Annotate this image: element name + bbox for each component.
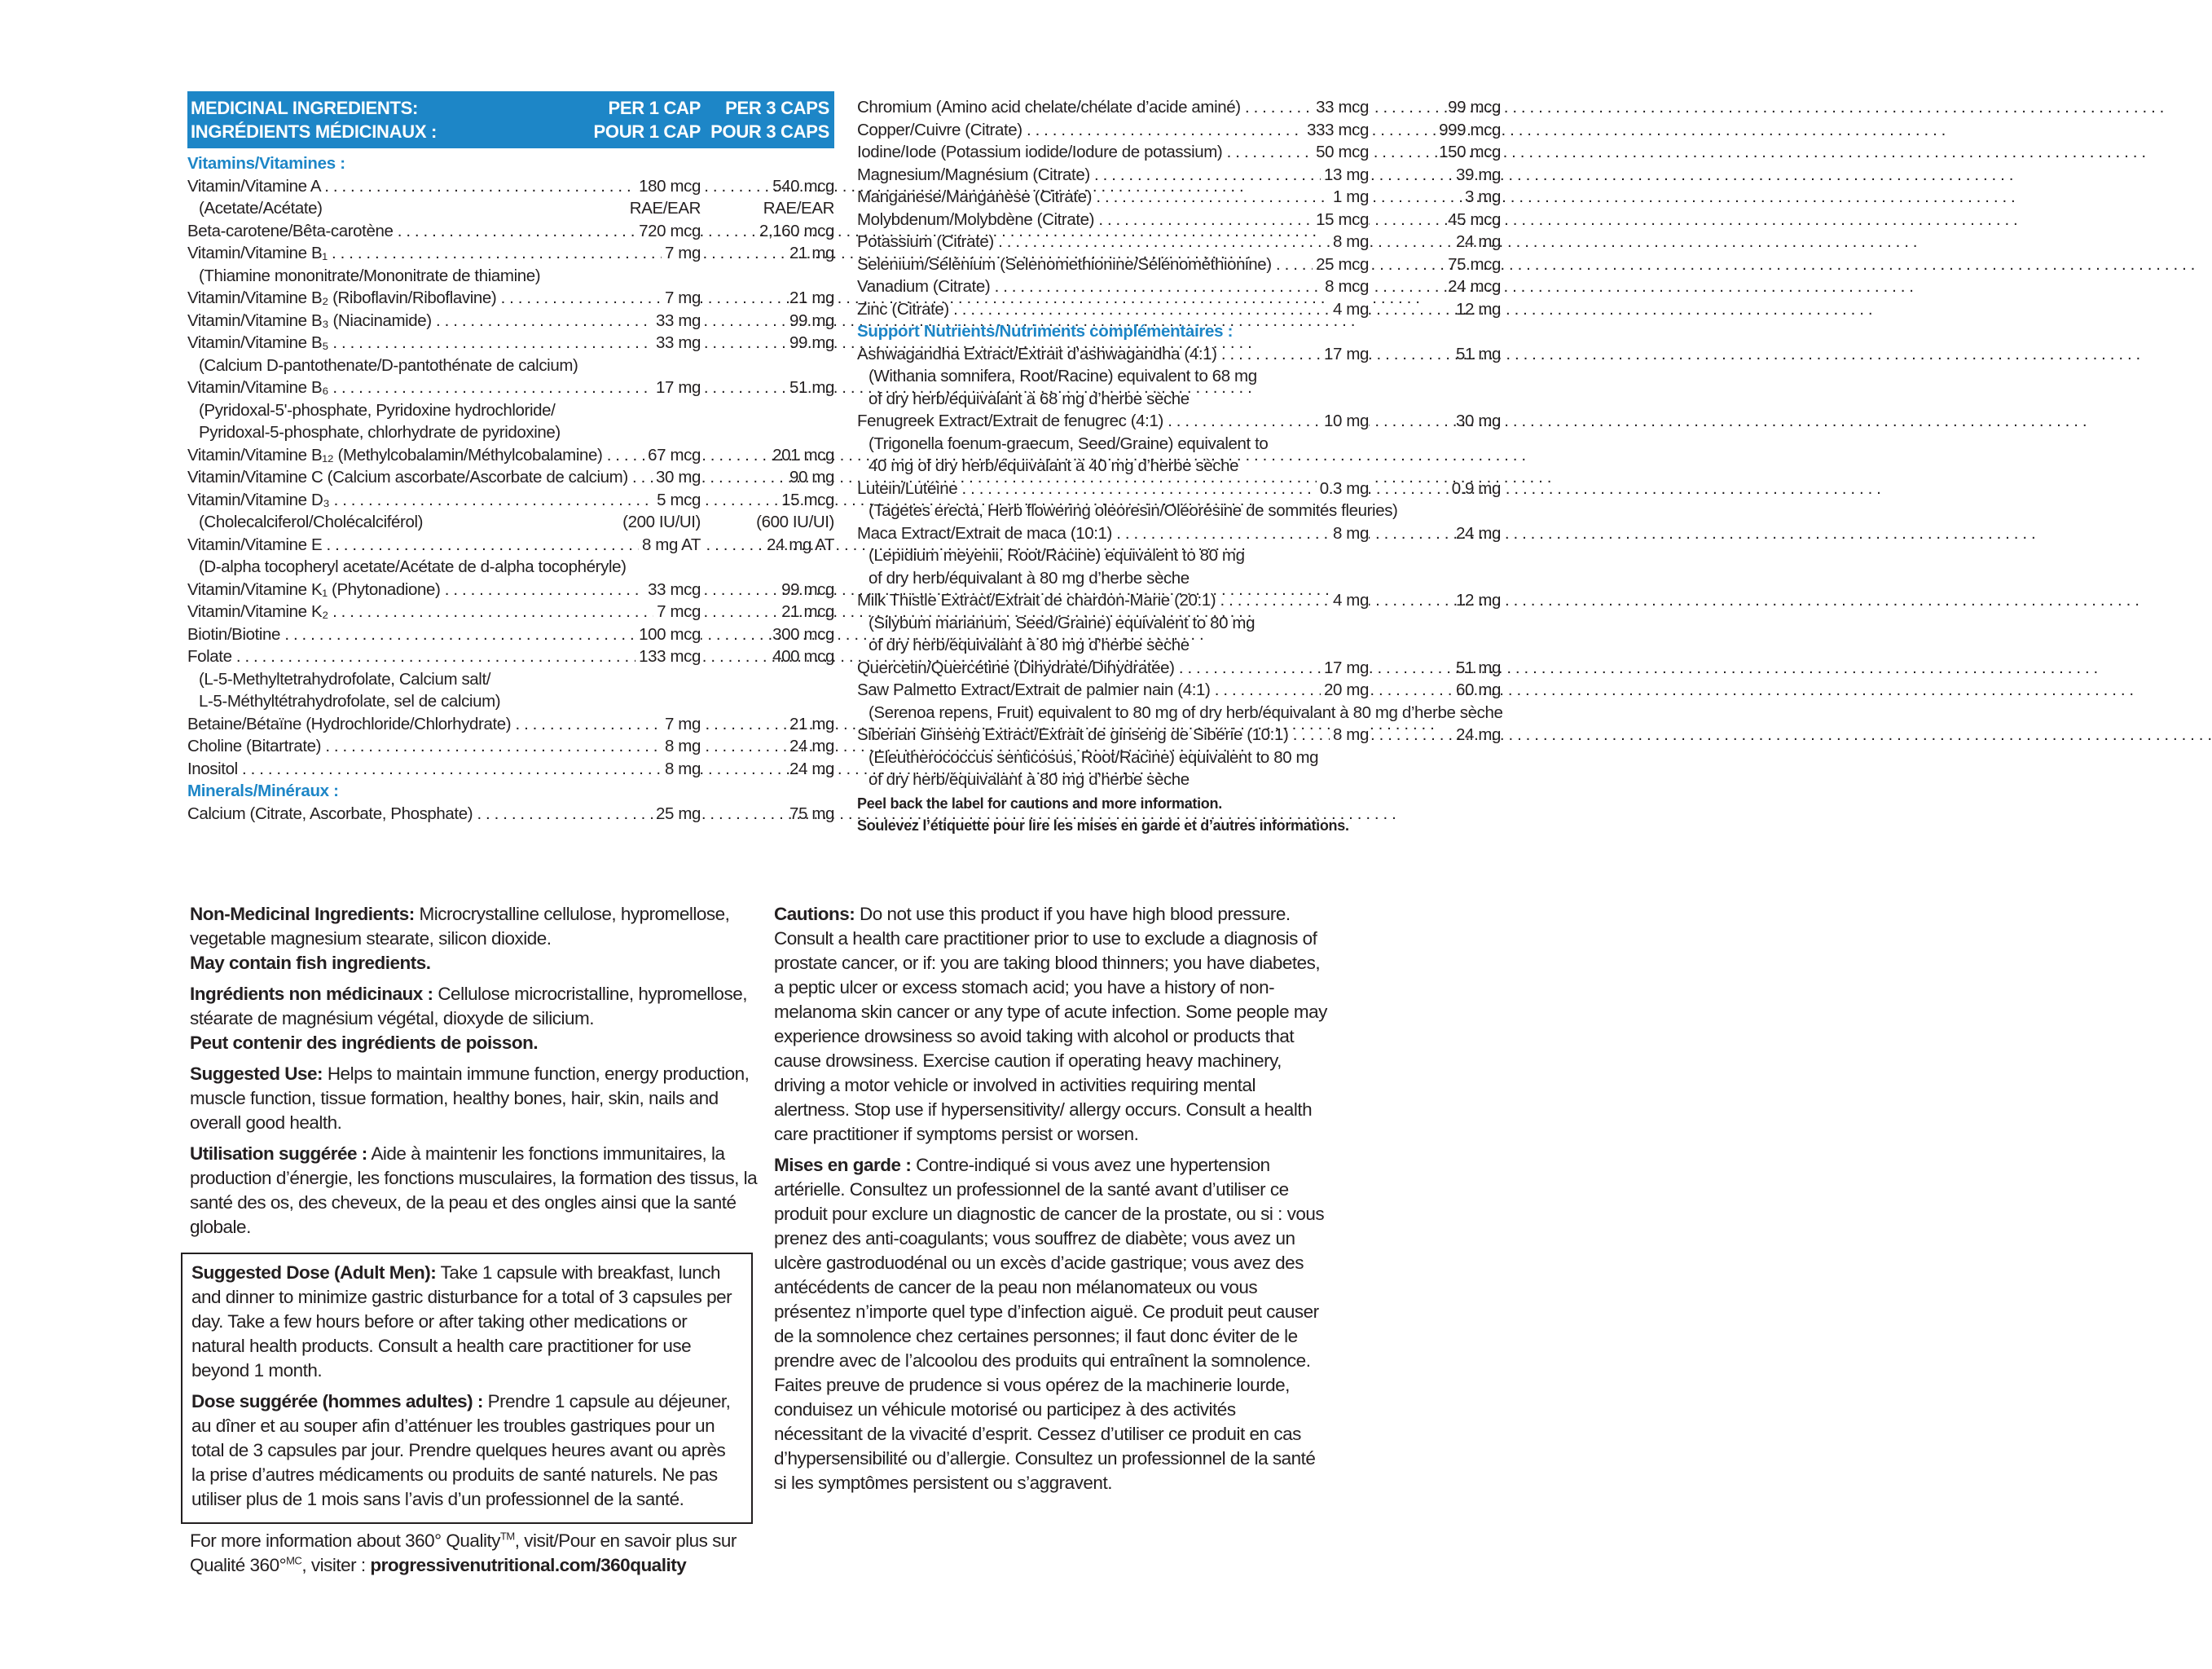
ingredient-name: Copper/Cuivre (Citrate) . . .: [857, 119, 1369, 142]
ingredient-detail: (Acetate/Acétate): [199, 199, 323, 218]
ingredient-row: [187, 377, 834, 399]
util-body: Aide à maintenir les fonctions immunitaires, la production d’énergie, les fonctions musculaires, la formation des tissus, la santé des os, des cheveux, de la peau et des ongles ainsi que la santé globale.: [190, 1143, 758, 1237]
ingredient-row: [857, 388, 1501, 411]
ingredient-row: [187, 735, 834, 758]
ingredient-row: [187, 758, 834, 781]
ingredient-detail: 40 mg of dry herb/équivalant à 40 mg d’herbe sèche: [869, 456, 1239, 475]
ingredient-row: [187, 579, 834, 601]
peel-back-notice: [857, 793, 1501, 837]
header-col2-fr: POUR 3 CAPS: [710, 121, 829, 142]
ingredient-name: Vitamin/Vitamine C (Calcium ascorbate/Ascorbate de calcium) . . .: [187, 466, 701, 489]
ingredient-name: Choline (Bitartrate) . . .: [187, 735, 701, 758]
peel-notice-en: Peel back the label for cautions and more information.: [857, 795, 1222, 812]
marque-mark: MC: [286, 1554, 302, 1567]
ingredient-row: [187, 242, 834, 265]
amount-per-3-caps: 15 mcg: [781, 490, 834, 509]
ingredient-row: [857, 433, 1501, 456]
ingredient-row: [857, 231, 1501, 253]
header-col2-en: PER 3 CAPS: [725, 98, 829, 118]
header-ingredients: [191, 96, 437, 143]
ingredient-name: Vitamin/Vitamine A . . .: [187, 175, 701, 198]
ingredient-row: [187, 668, 834, 691]
ingredient-name: Zinc (Citrate) . . .: [857, 298, 1369, 321]
dose-fr-label: Dose suggérée (hommes adultes) :: [191, 1391, 483, 1411]
amount-per-1-cap: 8 mg: [662, 758, 701, 781]
ingredient-row: [187, 713, 834, 736]
ingredient-name: Biotin/Biotine . . .: [187, 623, 701, 646]
ingredients-table-right: [857, 96, 1501, 837]
ingredient-name: Chromium (Amino acid chelate/chélate d’acide aminé) . . .: [857, 96, 1369, 119]
vitamins-heading: Vitamins/Vitamines :: [187, 154, 345, 173]
amount-per-1-cap: 133 mcg: [635, 645, 701, 668]
mises-body: Contre-indiqué si vous avez une hypertension artérielle. Consultez un professionnel de la santé avant d’utiliser ce produit pour exclure un diagnostic de cancer de la prostate, ou si : vous prenez des anti-coagulants; vous souffrez de diabète; vous avez un ulcère gastroduodénal ou un excès d’acide gastrique; vous avez des antécédents de cancer de la peau non mélanomateux ou vous présentez n’importe quel type d’infection aiguë. Ce produit peut causer de la somnolence chez certaines personnes; il faut donc éviter de le prendre avec de l’alcoolou des produits qui entraînent la somnolence. Faites preuve de prudence si vous opérez de la machinerie lourde, conduisez un véhicule motorisé ou participez à des activités nécessitant de la vivacité d’esprit. Cessez d’utiliser ce produit en cas d’hypersensibilité ou d’allergie. Consultez un professionnel de la santé si les symptômes persistent ou s’aggravent.: [774, 1155, 1325, 1493]
amount-per-3-caps: 99 mg: [789, 333, 834, 352]
ingredient-name: Inositol . . .: [187, 758, 701, 781]
ingredient-row: [857, 96, 1501, 119]
header-col1-fr: POUR 1 CAP: [593, 121, 701, 142]
header-per-1-cap: [594, 96, 701, 143]
amount-per-3-caps: 2,160 mcg: [759, 221, 834, 240]
amount-per-1-cap: 30 mg: [653, 466, 701, 489]
ingredient-row: [857, 634, 1501, 657]
amount-per-1-cap: 4 mg: [1330, 589, 1369, 612]
ingredient-name: Manganese/Manganèse (Citrate) . . .: [857, 186, 1369, 209]
ingredient-name: Saw Palmetto Extract/Extrait de palmier nain (4:1) . . .: [857, 679, 1369, 702]
ingredient-name: Quercetin/Quercétine (Dihydrate/Dihydratée) . . .: [857, 657, 1369, 680]
ingredient-row: [857, 455, 1501, 478]
ingredient-name: Vitamin/Vitamine B₁ . . .: [187, 242, 701, 265]
ingredient-row: [857, 500, 1501, 522]
amount-per-1-cap: 25 mg: [653, 803, 701, 826]
ingredient-row: [857, 702, 1501, 724]
ingredient-detail: of dry herb/équivalant à 80 mg d’herbe sèche: [869, 568, 1190, 588]
ingredients-table-left: [187, 91, 834, 825]
dose-suggeree: [191, 1389, 743, 1512]
ingredient-name: Vitamin/Vitamine K₁ (Phytonadione) . . .: [187, 579, 701, 601]
ingredient-detail: (Tagetes erecta, Herb flowering oleoresin/Oléorésine de sommités fleuries): [869, 501, 1398, 520]
ingredient-row: [857, 612, 1501, 635]
cautions-label: Cautions:: [774, 904, 855, 924]
ingredient-row: [187, 399, 834, 422]
ingredient-name: Betaine/Bétaïne (Hydrochloride/Chlorhydrate) . . .: [187, 713, 701, 736]
amount-per-3-caps: 24 mg: [1456, 523, 1501, 543]
ingredient-name: Magnesium/Magnésium (Citrate) . . .: [857, 164, 1369, 187]
ingredient-row: [187, 690, 834, 713]
amount-per-3-caps: 12 mg: [1456, 591, 1501, 610]
amount-per-1-cap: 33 mcg: [644, 579, 701, 601]
ingredient-name: Folate . . .: [187, 645, 701, 668]
amount-per-3-caps: 999 mcg: [1439, 120, 1501, 139]
amount-per-1-cap: 10 mg: [1321, 410, 1369, 433]
ingredient-row: [187, 175, 834, 198]
amount-per-1-cap: 17 mg: [1321, 343, 1369, 366]
ingredient-row: [857, 164, 1501, 187]
amount-per-1-cap: 8 mg: [1330, 724, 1369, 746]
amount-per-1-cap: 25 mcg: [1313, 253, 1369, 276]
suggested-dose-box: [181, 1253, 753, 1524]
amount-per-1-cap: RAE/EAR: [627, 197, 701, 220]
ingredient-name: Vanadium (Citrate) . . .: [857, 275, 1369, 298]
support-nutrients-list: [857, 343, 1501, 791]
ingredient-row: [187, 220, 834, 243]
amount-per-3-caps: 51 mg: [1456, 344, 1501, 363]
header-col1-en: PER 1 CAP: [608, 98, 701, 118]
ingredient-name: Iodine/Iode (Potassium iodide/Iodure de potassium) . . .: [857, 141, 1369, 164]
amount-per-1-cap: 7 mg: [662, 242, 701, 265]
amount-per-3-caps: 24 mg: [789, 737, 834, 755]
amount-per-1-cap: 100 mcg: [635, 623, 701, 646]
suggested-dose: [191, 1261, 743, 1383]
ingredients-non-medicinaux: [190, 982, 760, 1055]
ingredient-row: [857, 186, 1501, 209]
ingredient-name: Vitamin/Vitamine B₃ (Niacinamide) . . .: [187, 310, 701, 332]
amount-per-3-caps: 75 mg: [789, 804, 834, 823]
ingredient-row: [187, 803, 834, 826]
ingredient-detail: (Serenoa repens, Fruit) equivalent to 80 mg of dry herb/équivalant à 80 mg d’herbe sèche: [869, 702, 1503, 722]
ingredient-name: Calcium (Citrate, Ascorbate, Phosphate) . . .: [187, 803, 701, 826]
amount-per-1-cap: 15 mcg: [1313, 209, 1369, 231]
ingredient-detail: of dry herb/équivalant à 80 mg d’herbe sèche: [869, 636, 1190, 654]
amount-per-3-caps: 12 mg: [1456, 299, 1501, 319]
info-text-a: For more information about 360° Quality: [190, 1530, 500, 1551]
header-name-fr: INGRÉDIENTS MÉDICINAUX :: [191, 121, 438, 142]
use-body: Helps to maintain immune function, energy production, muscle function, tissue formation, healthy bones, hair, skin, nails and overall good health.: [190, 1063, 750, 1133]
ingredient-name: Potassium (Citrate) . . .: [857, 231, 1369, 253]
ingredient-row: [187, 489, 834, 512]
vitamins-list: [187, 175, 834, 781]
ingredient-name: Vitamin/Vitamine B₆ . . .: [187, 377, 701, 399]
ingredient-name: Vitamin/Vitamine B₂ (Riboflavin/Riboflavine) . . .: [187, 287, 701, 310]
amount-per-3-caps: 150 mcg: [1439, 143, 1501, 161]
ingredient-detail: (Pyridoxal-5'-phosphate, Pyridoxine hydrochloride/: [199, 400, 556, 420]
lower-right-text: [774, 902, 1328, 1502]
ingredient-row: [857, 209, 1501, 231]
amount-per-1-cap: 13 mg: [1321, 164, 1369, 187]
info-text-c: , visiter :: [301, 1555, 366, 1575]
ingredient-row: [187, 332, 834, 354]
ingredient-name: Maca Extract/Extrait de maca (10:1) . . .: [857, 522, 1369, 545]
amount-per-3-caps: 21 mg: [789, 288, 834, 307]
ingredient-name: Vitamin/Vitamine D₃ . . .: [187, 489, 701, 512]
info-text-b: , visit/Pour en savoir plus sur Qualité 360°: [190, 1530, 737, 1575]
ingredient-name: Selenium/Sélénium (Selenomethionine/Sélénométhionine) . . .: [857, 253, 1369, 276]
ingredient-detail: (Thiamine mononitrate/Mononitrate de thiamine): [199, 266, 541, 285]
amount-per-3-caps: 24 mcg: [1448, 277, 1501, 296]
ingredient-row: [187, 534, 834, 557]
ingredient-row: [187, 421, 834, 444]
suggested-use: [190, 1062, 760, 1135]
amount-per-3-caps: 540 mcg: [772, 176, 834, 196]
ingredient-name: Fenugreek Extract/Extrait de fenugrec (4:1) . . .: [857, 410, 1369, 433]
ingredient-row: [857, 298, 1501, 321]
amount-per-3-caps: 400 mcg: [772, 647, 834, 666]
amount-per-3-caps: 99 mcg: [1448, 98, 1501, 117]
ingredient-row: [857, 478, 1501, 500]
amount-per-3-caps: 45 mcg: [1448, 209, 1501, 229]
ingredient-name: Siberian Ginseng Extract/Extrait de ginseng de Sibérie (10:1) . . .: [857, 724, 1369, 746]
ingredient-name: Milk Thistle Extract/Extrait de chardon-Marie (20:1) . . .: [857, 589, 1369, 612]
ingredient-row: [857, 410, 1501, 433]
amount-per-1-cap: 8 mg: [1330, 522, 1369, 545]
nmi-fish-warning: May contain fish ingredients.: [190, 953, 431, 973]
amount-per-3-caps: 24 mg: [1456, 725, 1501, 744]
table-header: [187, 91, 834, 148]
ingredient-row: [857, 253, 1501, 276]
ingredient-detail: (Silybum marianum, Seed/Graine) equivalent to 80 mg: [869, 613, 1256, 632]
amount-per-3-caps: 99 mcg: [781, 579, 834, 599]
amount-per-3-caps: 21 mcg: [781, 602, 834, 621]
non-medicinal-ingredients: [190, 902, 760, 975]
amount-per-1-cap: 180 mcg: [635, 175, 701, 198]
inm-fish-warning: Peut contenir des ingrédients de poisson.: [190, 1033, 539, 1053]
amount-per-3-caps: RAE/EAR: [763, 199, 834, 218]
use-label: Suggested Use:: [190, 1063, 323, 1084]
ingredient-row: [857, 544, 1501, 567]
header-per-3-caps: [710, 96, 829, 143]
amount-per-3-caps: 21 mg: [789, 244, 834, 262]
ingredient-name: Ashwagandha Extract/Extrait d’ashwagandha (4:1) . . .: [857, 343, 1369, 366]
ingredient-row: [187, 466, 834, 489]
amount-per-1-cap: (200 IU/UI): [619, 511, 701, 534]
ingredient-detail: (D-alpha tocopheryl acetate/Acétate de d-alpha tocophéryle): [199, 557, 627, 576]
amount-per-1-cap: 33 mg: [653, 332, 701, 354]
ingredient-row: [187, 511, 834, 534]
quality-url: progressivenutritional.com/360quality: [370, 1555, 687, 1575]
ingredient-row: [187, 197, 834, 220]
amount-per-3-caps: 21 mg: [789, 714, 834, 733]
amount-per-1-cap: 17 mg: [653, 377, 701, 399]
trademark-mark: TM: [499, 1530, 515, 1543]
amount-per-1-cap: 33 mcg: [1313, 96, 1369, 119]
amount-per-3-caps: 24 mg: [789, 759, 834, 778]
ingredient-detail: L-5-Méthyltétrahydrofolate, sel de calcium): [199, 692, 501, 711]
cautions: [774, 902, 1328, 1147]
ingredient-row: [857, 522, 1501, 545]
support-nutrients-heading: Support Nutrients/Nutriments complémentaires :: [857, 322, 1234, 341]
amount-per-3-caps: 90 mg: [789, 468, 834, 487]
amount-per-1-cap: 5 mcg: [653, 489, 701, 512]
amount-per-1-cap: 7 mcg: [653, 601, 701, 623]
ingredient-row: [187, 265, 834, 288]
ingredient-name: Vitamin/Vitamine E . . .: [187, 534, 701, 557]
ingredient-detail: of dry herb/équivalant à 80 mg d’herbe sèche: [869, 770, 1190, 789]
amount-per-3-caps: 24 mg AT: [766, 535, 834, 554]
dose-body: Take 1 capsule with breakfast, lunch and dinner to minimize gastric disturbance for a total of 3 capsules per day. Take a few hours before or after taking other medications or natural health products. Consult a health care practitioner for use beyond 1 month.: [191, 1262, 732, 1381]
amount-per-3-caps: 39 mg: [1456, 165, 1501, 184]
amount-per-1-cap: 50 mcg: [1313, 141, 1369, 164]
quality-info: [190, 1529, 776, 1578]
ingredient-row: [857, 343, 1501, 366]
ingredient-detail: Pyridoxal-5-phosphate, chlorhydrate de pyridoxine): [199, 423, 561, 442]
ingredient-detail: (Calcium D-pantothenate/D-pantothénate de calcium): [199, 355, 578, 375]
amount-per-1-cap: 8 mg: [1330, 231, 1369, 253]
amount-per-3-caps: 201 mcg: [772, 445, 834, 465]
amount-per-3-caps: 99 mg: [789, 310, 834, 330]
ingredient-name: Vitamin/Vitamine K₂ . . .: [187, 601, 701, 623]
peel-notice-fr: Soulevez l’étiquette pour lire les mises en garde et d’autres informations.: [857, 817, 1349, 834]
amount-per-1-cap: 0.3 mg: [1317, 478, 1369, 500]
dose-fr-body: Prendre 1 capsule au déjeuner, au dîner et au souper afin d’atténuer les troubles gastriques pour un total de 3 capsules par jour. Prendre quelques heures avant ou après la prise d’autres médicaments ou produits de santé naturels. Ne pas utiliser plus de 1 mois sans l’avis d’un professionnel de la santé.: [191, 1391, 731, 1509]
nmi-body: Microcrystalline cellulose, hypromellose, vegetable magnesium stearate, silicon dioxide.: [190, 904, 730, 949]
utilisation-suggeree: [190, 1142, 760, 1240]
inm-body: Cellulose microcristalline, hypromellose, stéarate de magnésium végétal, dioxyde de silicium.: [190, 984, 747, 1028]
amount-per-1-cap: 20 mg: [1321, 679, 1369, 702]
dose-label: Suggested Dose (Adult Men):: [191, 1262, 437, 1283]
amount-per-3-caps: 30 mg: [1456, 412, 1501, 430]
ingredient-row: [187, 623, 834, 646]
ingredient-row: [187, 601, 834, 623]
ingredient-row: [857, 141, 1501, 164]
ingredient-row: [857, 724, 1501, 746]
ingredient-row: [857, 119, 1501, 142]
ingredient-row: [857, 679, 1501, 702]
minerals-list-right: [857, 96, 1501, 320]
ingredient-row: [187, 354, 834, 377]
minerals-list-left: [187, 803, 834, 826]
inm-label: Ingrédients non médicinaux :: [190, 984, 433, 1004]
amount-per-3-caps: 3 mg: [1465, 187, 1501, 206]
ingredient-detail: (Cholecalciferol/Cholécalciférol): [199, 513, 424, 531]
nmi-label: Non-Medicinal Ingredients:: [190, 904, 415, 924]
ingredient-row: [857, 567, 1501, 590]
ingredient-row: [857, 768, 1501, 791]
amount-per-1-cap: 8 mg: [662, 735, 701, 758]
amount-per-1-cap: 67 mcg: [644, 444, 701, 467]
ingredient-name: Lutein/Lutéine . . .: [857, 478, 1369, 500]
amount-per-3-caps: 51 mg: [789, 378, 834, 397]
header-name-en: MEDICINAL INGREDIENTS:: [191, 98, 419, 118]
mises-en-garde: [774, 1153, 1328, 1495]
amount-per-3-caps: 0.9 mg: [1451, 478, 1501, 498]
ingredient-detail: (Withania somnifera, Root/Racine) equivalent to 68 mg: [869, 367, 1257, 385]
ingredient-detail: (Lepidium meyenii, Root/Racine) equivalent to 80 mg: [869, 546, 1245, 565]
ingredient-row: [857, 275, 1501, 298]
amount-per-1-cap: 17 mg: [1321, 657, 1369, 680]
ingredient-row: [187, 287, 834, 310]
ingredient-name: Vitamin/Vitamine B₅ . . .: [187, 332, 701, 354]
amount-per-3-caps: 51 mg: [1456, 658, 1501, 677]
ingredient-row: [857, 657, 1501, 680]
amount-per-3-caps: 60 mg: [1456, 680, 1501, 699]
amount-per-1-cap: 7 mg: [662, 713, 701, 736]
ingredient-row: [857, 746, 1501, 769]
ingredient-row: [187, 556, 834, 579]
util-label: Utilisation suggérée :: [190, 1143, 367, 1164]
ingredient-row: [187, 444, 834, 467]
minerals-heading: Minerals/Minéraux :: [187, 782, 339, 800]
ingredient-row: [187, 645, 834, 668]
ingredient-detail: of dry herb/équivalant à 68 mg d’herbe sèche: [869, 389, 1190, 408]
amount-per-1-cap: 1 mg: [1330, 186, 1369, 209]
amount-per-1-cap: 333 mcg: [1304, 119, 1369, 142]
ingredient-name: Beta-carotene/Bêta-carotène . . .: [187, 220, 701, 243]
ingredient-name: Molybdenum/Molybdène (Citrate) . . .: [857, 209, 1369, 231]
amount-per-1-cap: 4 mg: [1330, 298, 1369, 321]
amount-per-3-caps: 75 mcg: [1448, 254, 1501, 274]
ingredient-row: [857, 589, 1501, 612]
amount-per-3-caps: (600 IU/UI): [756, 513, 834, 531]
amount-per-3-caps: 24 mg: [1456, 232, 1501, 251]
ingredient-detail: (Trigonella foenum-graecum, Seed/Graine) equivalent to: [869, 434, 1269, 453]
ingredient-detail: (L-5-Methyltetrahydrofolate, Calcium salt/: [199, 669, 491, 689]
ingredient-row: [857, 365, 1501, 388]
ingredient-name: Vitamin/Vitamine B₁₂ (Methylcobalamin/Méthylcobalamine) . . .: [187, 444, 701, 467]
ingredient-row: [187, 310, 834, 332]
cautions-body: Do not use this product if you have high blood pressure. Consult a health care practitioner prior to use to exclude a diagnosis of prostate cancer, or if: you are taking blood thinners; you have diabetes, a peptic ulcer or excess stomach acid; you have a history of non-melanoma skin cancer or any type of acute infection. Some people may experience drowsiness so avoid taking with alcohol or products that cause drowsiness. Exercise caution if operating heavy machinery, driving a motor vehicle or involved in activities requiring mental alertness. Stop use if hypersensitivity/ allergy occurs. Consult a health care practitioner if symptoms persist or worsen.: [774, 904, 1327, 1144]
amount-per-1-cap: 8 mcg: [1321, 275, 1369, 298]
amount-per-1-cap: 33 mg: [653, 310, 701, 332]
amount-per-1-cap: 7 mg: [662, 287, 701, 310]
mises-label: Mises en garde :: [774, 1155, 912, 1175]
amount-per-1-cap: 8 mg AT: [639, 534, 701, 557]
amount-per-1-cap: 720 mcg: [635, 220, 701, 243]
ingredient-detail: (Eleutherococcus senticosus, Root/Racine) equivalent to 80 mg: [869, 747, 1319, 767]
amount-per-3-caps: 300 mcg: [772, 624, 834, 644]
lower-left-text: [190, 902, 760, 1246]
